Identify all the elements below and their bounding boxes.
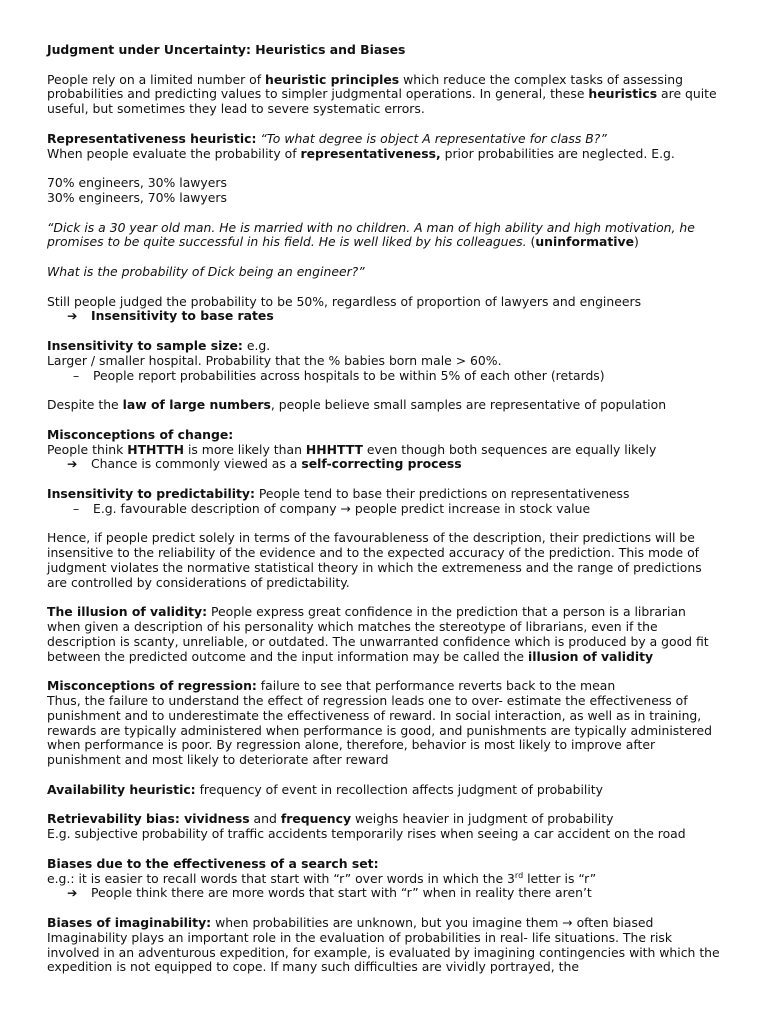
arrow-icon: ➔ [67,456,78,472]
hence-paragraph: Hence, if people predict solely in terms of the favourableness of the description, their predictions will be insensitive to the reliability of the evidence and to the expected accuracy of the prediction. This mode of judgment violates the normative statistical theory in which the extremeness and the range of predictions are controlled by considerations of predictability. [47,530,702,590]
regression-paragraph: Thus, the failure to understand the effect of regression leads one to over- estimate the effectiveness of punishment and to underestimate the effectiveness of reward. In social interaction, as well as in training, rewards are typically administered when performance is good, and punishments are typically administered when performance is poor. By regression alone, therefore, behavior is most likely to improve after punishment and most likely to deteriorate after reward [47,693,713,768]
representativeness-text: When people evaluate the probability of representativeness, prior probabilities are neglected. E.g. [47,145,675,161]
search-set-heading: Biases due to the effectiveness of a search set: [47,855,379,871]
predictability-heading: Insensitivity to predictability: People tend to base their predictions on representativeness [47,485,630,501]
change-heading: Misconceptions of change: [47,426,234,442]
dick-quote: “Dick is a 30 year old man. He is married with no children. A man of high ability and high motivation, he promises to be quite successful in his field. He is well liked by his colleagues. (uninformative) [47,219,695,250]
search-set-text: e.g.: it is easier to recall words that start with “r” over words in which the 3rd letter is “r” [47,870,597,886]
regression-heading: Misconceptions of regression: failure to see that performance reverts back to the mean [47,678,616,694]
retrievability-example: E.g. subjective probability of traffic accidents temporarily rises when seeing a car accident on the road [47,826,686,842]
validity-paragraph: The illusion of validity: People express great confidence in the prediction that a person is a librarian when given a description of his personality which matches the stereotype of librarians, even if the description is scanty, unreliable, or outdated. The unwarranted confidence which is produced by a good fit between the predicted outcome and the input information may be called the illusion of validity [47,604,709,664]
retrievability-heading: Retrievability bias: vividness and frequency weighs heavier in judgment of probability [47,811,614,827]
base-rates-bullet: ➔ Insensitivity to base rates [67,308,274,324]
example-line-2: 30% engineers, 70% lawyers [47,189,227,205]
dick-question: What is the probability of Dick being an engineer?” [47,263,365,279]
sample-size-bullet: – People report probabilities across hospitals to be within 5% of each other (retards) [73,367,605,383]
arrow-icon: ➔ [67,308,78,324]
large-numbers-paragraph: Despite the law of large numbers, people believe small samples are representative of population [47,397,667,413]
change-text: People think HTHTTH is more likely than HHHTTT even though both sequences are equally likely [47,441,657,457]
predictability-bullet: – E.g. favourable description of company → people predict increase in stock value [73,500,591,516]
sample-size-heading: Insensitivity to sample size: e.g. [47,337,271,353]
imaginability-paragraph: Imaginability plays an important role in the evaluation of probabilities in real- life situations. The risk involved in an adventurous expedition, for example, is evaluated by imagining contingencies with which the expedition is not equipped to cope. If many such difficulties are vividly portrayed, the [47,929,720,975]
imaginability-heading: Biases of imaginability: when probabilities are unknown, but you imagine them → often biased [47,915,654,931]
change-bullet: ➔ Chance is commonly viewed as a self-correcting process [67,456,462,472]
sample-size-line: Larger / smaller hospital. Probability that the % babies born male > 60%. [47,352,502,368]
dash-icon: – [73,367,80,383]
representativeness-heading: Representativeness heuristic: “To what degree is object A representative for class B?” [47,130,607,146]
still-paragraph: Still people judged the probability to be 50%, regardless of proportion of lawyers and engineers [47,293,642,309]
arrow-icon: ➔ [67,885,78,901]
search-set-bullet: ➔ People think there are more words that start with “r” when in reality there aren’t [67,885,592,901]
example-line-1: 70% engineers, 30% lawyers [47,175,227,191]
dash-icon: – [73,500,80,516]
document-body [47,43,723,975]
document-title: Judgment under Uncertainty: Heuristics and Biases [47,42,406,57]
availability-paragraph: Availability heuristic: frequency of event in recollection affects judgment of probability [47,781,604,797]
intro-paragraph: People rely on a limited number of heuristic principles which reduce the complex tasks of assessing probabilities and predicting values to simpler judgmental operations. In general, these heuristics are quite useful, but sometimes they lead to severe systematic errors. [47,71,717,117]
